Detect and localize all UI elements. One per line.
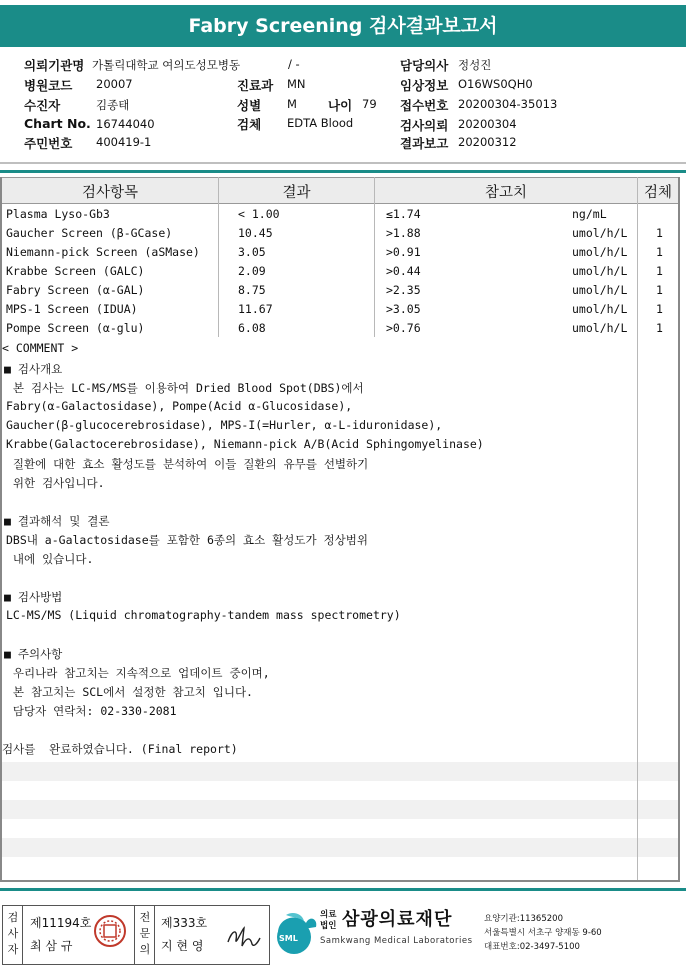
section-line: 본 참고치는 SCL에서 설정한 참고치 입니다. (6, 685, 253, 699)
receipt-no-label: 접수번호 (400, 98, 449, 113)
row-reference: >1.88 (386, 226, 421, 240)
row-result: 11.67 (238, 302, 273, 316)
table-row (2, 264, 678, 283)
examiner-label-char: 자 (7, 943, 19, 956)
sex-label: 성별 (237, 98, 262, 113)
examiner-name: 최 삼 규 (30, 939, 73, 953)
row-specimen: 1 (656, 245, 663, 259)
department-label: 진료과 (237, 78, 274, 93)
sig-divider (134, 906, 135, 964)
final-report-text: 검사를 완료하였습니다. (Final report) (2, 742, 238, 756)
receiver-label: 수진자 (24, 98, 61, 113)
right-border (678, 177, 680, 880)
org-prefix-line: 법인 (320, 921, 337, 931)
row-specimen: 1 (656, 264, 663, 278)
row-item: Plasma Lyso-Gb3 (6, 207, 110, 221)
hospital-code-value: 20007 (96, 77, 133, 91)
resident-no-value: 400419-1 (96, 135, 152, 149)
institution-label: 의뢰기관명 (24, 58, 85, 73)
sig-divider (154, 906, 155, 964)
report-title: Fabry Screening 검사결과보고서 (0, 5, 686, 47)
row-result: 8.75 (238, 283, 266, 297)
org-name: 삼광의료재단 (342, 909, 453, 930)
examiner-label-char: 검 (7, 911, 19, 924)
receipt-no-value: 20200304-35013 (458, 97, 558, 111)
row-item: Niemann-pick Screen (aSMase) (6, 245, 200, 259)
section-title: ■ 검사방법 (4, 590, 63, 604)
report-date-label: 결과보고 (400, 136, 449, 151)
org-prefix-line: 의료 (320, 910, 337, 920)
row-result: < 1.00 (238, 207, 280, 221)
header-item: 검사항목 (81, 185, 139, 201)
row-specimen: 1 (656, 283, 663, 297)
row-item: Pompe Screen (α-glu) (6, 321, 145, 335)
specialist-name: 지 현 영 (161, 939, 204, 953)
table-row (2, 321, 678, 340)
table-row (2, 207, 678, 226)
specimen-value: EDTA Blood (287, 116, 354, 130)
department-value: MN (287, 77, 306, 91)
institution-value: 가톨릭대학교 여의도성모병동 (92, 58, 241, 72)
teal-divider-bottom (0, 888, 686, 891)
org-english: Samkwang Medical Laboratories (320, 936, 473, 946)
section-line: 내에 있습니다. (6, 552, 94, 566)
sml-logo-icon (272, 909, 320, 957)
receiver-value: 김종태 (96, 98, 130, 112)
org-prefix (320, 910, 336, 932)
examiner-label-char: 사 (7, 927, 19, 940)
row-result: 6.08 (238, 321, 266, 335)
contact-line: 요양기관:11365200 (484, 914, 563, 924)
row-reference: >0.91 (386, 245, 421, 259)
row-item: Krabbe Screen (GALC) (6, 264, 145, 278)
row-unit: umol/h/L (572, 302, 628, 316)
table-bottom-border (0, 880, 680, 882)
row-stripe (2, 838, 678, 857)
section-line: 본 검사는 LC-MS/MS를 이용하여 Dried Blood Spot(DBS)에서 (6, 381, 364, 395)
row-unit: umol/h/L (572, 283, 628, 297)
table-row (2, 302, 678, 321)
row-reference: >0.44 (386, 264, 421, 278)
row-unit: ng/mL (572, 207, 607, 221)
table-row (2, 226, 678, 245)
comment-header: < COMMENT > (2, 341, 79, 355)
examiner-license: 제11194호 (30, 916, 92, 930)
specialist-label (138, 910, 152, 958)
clinical-info-label: 임상정보 (400, 78, 449, 93)
request-date-value: 20200304 (458, 117, 517, 131)
row-item: Gaucher Screen (β-GCase) (6, 226, 173, 240)
specialist-label-char: 전 (139, 911, 151, 924)
section-line: Krabbe(Galactocerebrosidase), Niemann-pick A/B(Acid Sphingomyelinase) (6, 437, 484, 451)
sml-badge-text: SML (279, 934, 298, 943)
table-row (2, 245, 678, 264)
section-line: Fabry(α-Galactosidase), Pompe(Acid α-Glucosidase), (6, 399, 353, 413)
row-reference: ≤1.74 (386, 207, 421, 221)
chart-no-value: 16744040 (96, 117, 155, 131)
examiner-label (6, 910, 20, 958)
report-date-value: 20200312 (458, 135, 517, 149)
row-specimen: 1 (656, 226, 663, 240)
section-line: 질환에 대한 효소 활성도를 분석하여 이들 질환의 유무를 선별하기 (6, 457, 369, 471)
teal-divider-top (0, 170, 686, 173)
row-stripe (2, 762, 678, 781)
age-value: 79 (362, 97, 377, 111)
row-result: 2.09 (238, 264, 266, 278)
row-item: Fabry Screen (α-GAL) (6, 283, 145, 297)
table-row (2, 283, 678, 302)
specimen-label: 검체 (237, 117, 262, 132)
section-line: 담당자 연락처: 02-330-2081 (6, 704, 177, 718)
row-stripe (2, 800, 678, 819)
section-line: LC-MS/MS (Liquid chromatography-tandem mass spectrometry) (6, 608, 401, 622)
specialist-label-char: 의 (139, 943, 151, 956)
clinical-info-value: O16WS0QH0 (458, 77, 533, 91)
chart-no-label: Chart No. (24, 116, 91, 131)
section-title: ■ 주의사항 (4, 647, 63, 661)
row-reference: >2.35 (386, 283, 421, 297)
section-title: ■ 결과해석 및 결론 (4, 514, 110, 528)
request-date-label: 검사의뢰 (400, 118, 449, 133)
row-item: MPS-1 Screen (IDUA) (6, 302, 138, 316)
section-title: ■ 검사개요 (4, 362, 63, 376)
section-line: DBS내 a-Galactosidase를 포함한 6종의 효소 활성도가 정상범위 (6, 533, 368, 547)
row-unit: umol/h/L (572, 321, 628, 335)
seal-stamp-icon (93, 914, 127, 948)
header-reference: 참고치 (484, 185, 528, 201)
signature-icon (222, 920, 262, 952)
section-line: Gaucher(β-glucocerebrosidase), MPS-I(=Hurler, α-L-iduronidase), (6, 418, 443, 432)
contact-line: 대표번호:02-3497-5100 (484, 942, 580, 952)
row-result: 10.45 (238, 226, 273, 240)
specialist-label-char: 문 (139, 927, 151, 940)
doctor-label: 담당의사 (400, 58, 449, 73)
header-divider (0, 162, 686, 164)
section-line: 위한 검사입니다. (6, 476, 105, 490)
contact-line: 서울특별시 서초구 양재동 9-60 (484, 928, 602, 938)
row-unit: umol/h/L (572, 226, 628, 240)
row-reference: >3.05 (386, 302, 421, 316)
sex-value: M (287, 97, 297, 111)
specialist-license: 제333호 (161, 916, 208, 930)
resident-no-label: 주민번호 (24, 136, 73, 151)
age-label: 나이 (328, 98, 353, 113)
row-result: 3.05 (238, 245, 266, 259)
row-unit: umol/h/L (572, 245, 628, 259)
doctor-value: 정성진 (458, 58, 492, 72)
header-result: 결과 (282, 185, 311, 201)
sig-divider (22, 906, 23, 964)
hospital-code-label: 병원코드 (24, 78, 73, 93)
section-line: 우리나라 참고치는 지속적으로 업데이트 중이며, (6, 666, 270, 680)
row-reference: >0.76 (386, 321, 421, 335)
row-specimen: 1 (656, 321, 663, 335)
row-specimen: 1 (656, 302, 663, 316)
row-unit: umol/h/L (572, 264, 628, 278)
institution-slash: / - (288, 57, 300, 71)
header-specimen: 검체 (643, 185, 672, 201)
